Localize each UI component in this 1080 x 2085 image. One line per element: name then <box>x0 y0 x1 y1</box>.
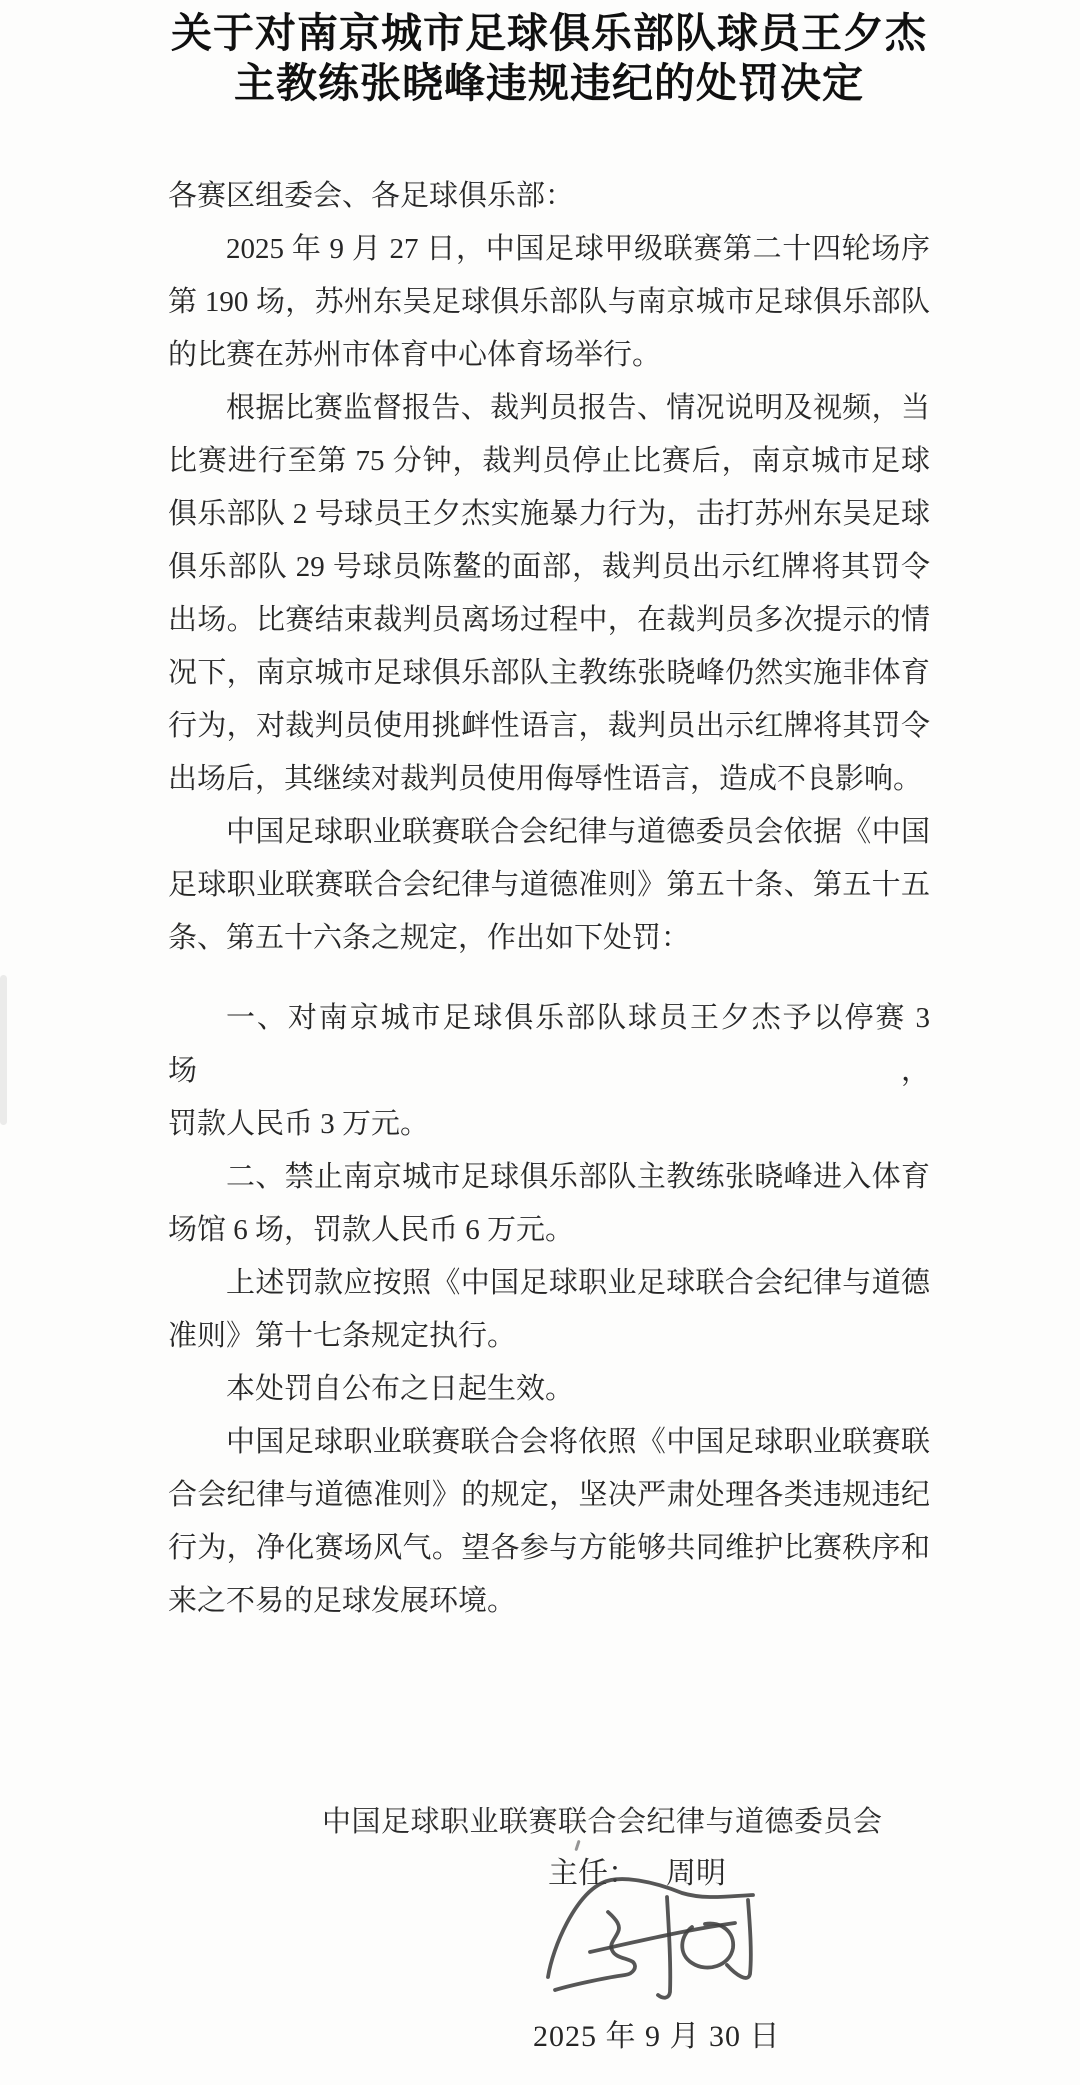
body-line: 出场后，其继续对裁判员使用侮辱性语言，造成不良影响。 <box>168 763 923 795</box>
body-line: 况下，南京城市足球俱乐部队主教练张晓峰仍然实施非体育 <box>168 657 930 689</box>
body-line: 中国足球职业联赛联合会纪律与道德委员会依据《中国 <box>226 816 930 848</box>
penalty-item-1-line: 罚款人民币 3 万元。 <box>168 1108 430 1140</box>
penalty-item-2-line: 二、禁止南京城市足球俱乐部队主教练张晓峰进入体育 <box>226 1161 930 1193</box>
salutation-line: 各赛区组委会、各足球俱乐部： <box>168 180 575 212</box>
penalty-item-1-line: 一、对南京城市足球俱乐部队球员王夕杰予以停赛 3 场， <box>168 1002 930 1087</box>
body-line: 2025 年 9 月 27 日，中国足球甲级联赛第二十四轮场序 <box>226 233 930 265</box>
body-line: 合会纪律与道德准则》的规定，坚决严肃处理各类违规违纪 <box>168 1479 930 1511</box>
body-line: 准则》第十七条规定执行。 <box>168 1320 517 1352</box>
scan-smudge <box>0 975 7 1125</box>
body-line: 条、第五十六条之规定，作出如下处罚： <box>168 922 691 954</box>
body-line: 行为，净化赛场风气。望各参与方能够共同维护比赛秩序和 <box>168 1532 930 1564</box>
body-line: 来之不易的足球发展环境。 <box>168 1585 517 1617</box>
body-line: 行为，对裁判员使用挑衅性语言，裁判员出示红牌将其罚令 <box>168 710 930 742</box>
document-date: 2025 年 9 月 30 日 <box>533 2020 781 2053</box>
document-title-line-2: 主教练张晓峰违规违纪的处罚决定 <box>234 60 864 106</box>
body-line: 根据比赛监督报告、裁判员报告、情况说明及视频，当 <box>226 392 930 424</box>
body-line: 的比赛在苏州市体育中心体育场举行。 <box>168 339 662 371</box>
body-line: 俱乐部队 2 号球员王夕杰实施暴力行为，击打苏州东吴足球 <box>168 498 930 530</box>
document-body <box>168 170 930 1628</box>
document-title <box>168 8 930 108</box>
director-name: 周明 <box>666 1857 726 1890</box>
director-label: 主任： <box>548 1857 638 1890</box>
document-title-line-1: 关于对南京城市足球俱乐部队球员王夕杰 <box>171 10 927 56</box>
body-line: 第 190 场，苏州东吴足球俱乐部队与南京城市足球俱乐部队 <box>168 286 930 318</box>
body-line: 本处罚自公布之日起生效。 <box>226 1373 575 1405</box>
handwritten-signature <box>545 1876 770 2016</box>
body-line: 比赛进行至第 75 分钟，裁判员停止比赛后，南京城市足球 <box>168 445 930 477</box>
body-line: 俱乐部队 29 号球员陈鳌的面部，裁判员出示红牌将其罚令 <box>168 551 930 583</box>
body-line: 足球职业联赛联合会纪律与道德准则》第五十条、第五十五 <box>168 869 930 901</box>
penalty-item-2-line: 场馆 6 场，罚款人民币 6 万元。 <box>168 1214 575 1246</box>
body-line: 出场。比赛结束裁判员离场过程中，在裁判员多次提示的情 <box>168 604 930 636</box>
body-line: 上述罚款应按照《中国足球职业足球联合会纪律与道德 <box>226 1267 930 1299</box>
body-line: 中国足球职业联赛联合会将依照《中国足球职业联赛联 <box>226 1426 930 1458</box>
signing-committee-name: 中国足球职业联赛联合会纪律与道德委员会 <box>322 1806 883 1838</box>
